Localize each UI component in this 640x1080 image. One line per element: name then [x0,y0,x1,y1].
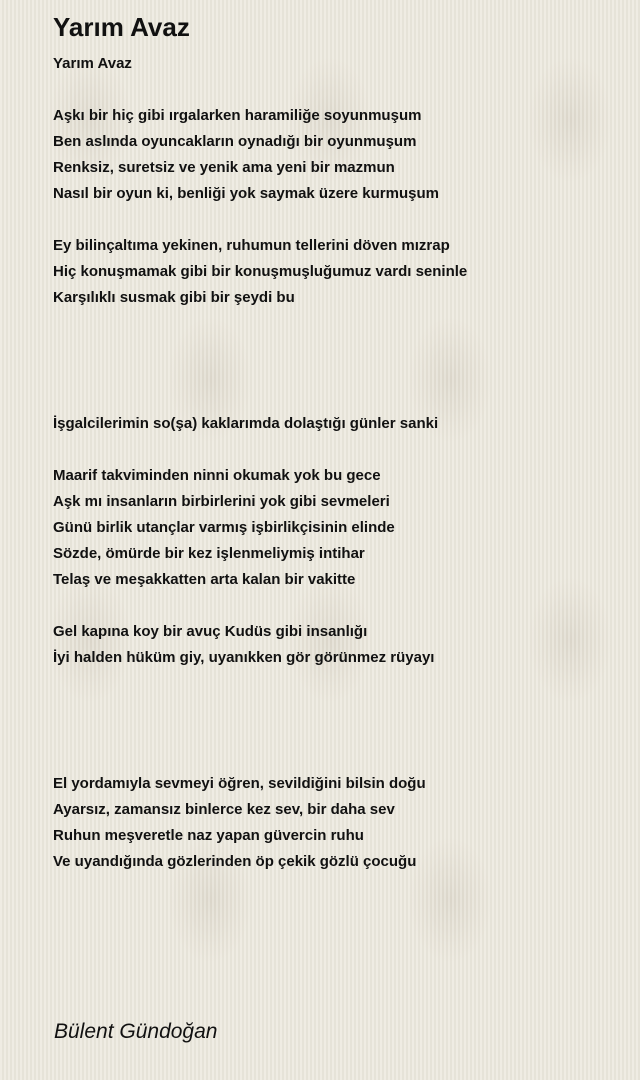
poem-author: Bülent Gündoğan [54,1020,218,1043]
poem-line: Karşılıklı susmak gibi bir şeydi bu [53,289,295,306]
poem-line: Ve uyandığında gözlerinden öp çekik gözlü çocuğu [53,853,417,870]
poem-line: Nasıl bir oyun ki, benliği yok saymak üzere kurmuşum [53,185,439,202]
poem-line: Ruhun meşveretle naz yapan güvercin ruhu [53,827,364,844]
poem-line: Günü birlik utançlar varmış işbirlikçisinin elinde [53,519,395,536]
poem-line: Ben aslında oyuncakların oynadığı bir oyunmuşum [53,133,417,150]
poem-line: Renksiz, suretsiz ve yenik ama yeni bir mazmun [53,159,395,176]
poem-line: İyi halden hüküm giy, uyanıkken gör görünmez rüyayı [53,649,435,666]
poem-line: Aşk mı insanların birbirlerini yok gibi sevmeleri [53,493,390,510]
poem-line: İşgalcilerimin so(şa) kaklarımda dolaştığı günler sanki [53,415,439,432]
poem-line: Ayarsız, zamansız binlerce kez sev, bir daha sev [53,801,395,818]
poem-subtitle: Yarım Avaz [53,55,132,72]
poem-line: Sözde, ömürde bir kez işlenmeliymiş intihar [53,545,365,562]
poem-line: Ey bilinçaltıma yekinen, ruhumun tellerini döven mızrap [53,237,450,254]
poem-line: Aşkı bir hiç gibi ırgalarken haramiliğe soyunmuşum [53,107,422,124]
poem-line: El yordamıyla sevmeyi öğren, sevildiğini bilsin doğu [53,775,426,792]
poem-line: Telaş ve meşakkatten arta kalan bir vakitte [53,571,356,588]
poem-line: Gel kapına koy bir avuç Kudüs gibi insanlığı [53,623,368,640]
poem-title: Yarım Avaz [53,12,190,42]
poem-line: Maarif takviminden ninni okumak yok bu gece [53,467,381,484]
poem-line: Hiç konuşmamak gibi bir konuşmuşluğumuz vardı seninle [53,263,468,280]
